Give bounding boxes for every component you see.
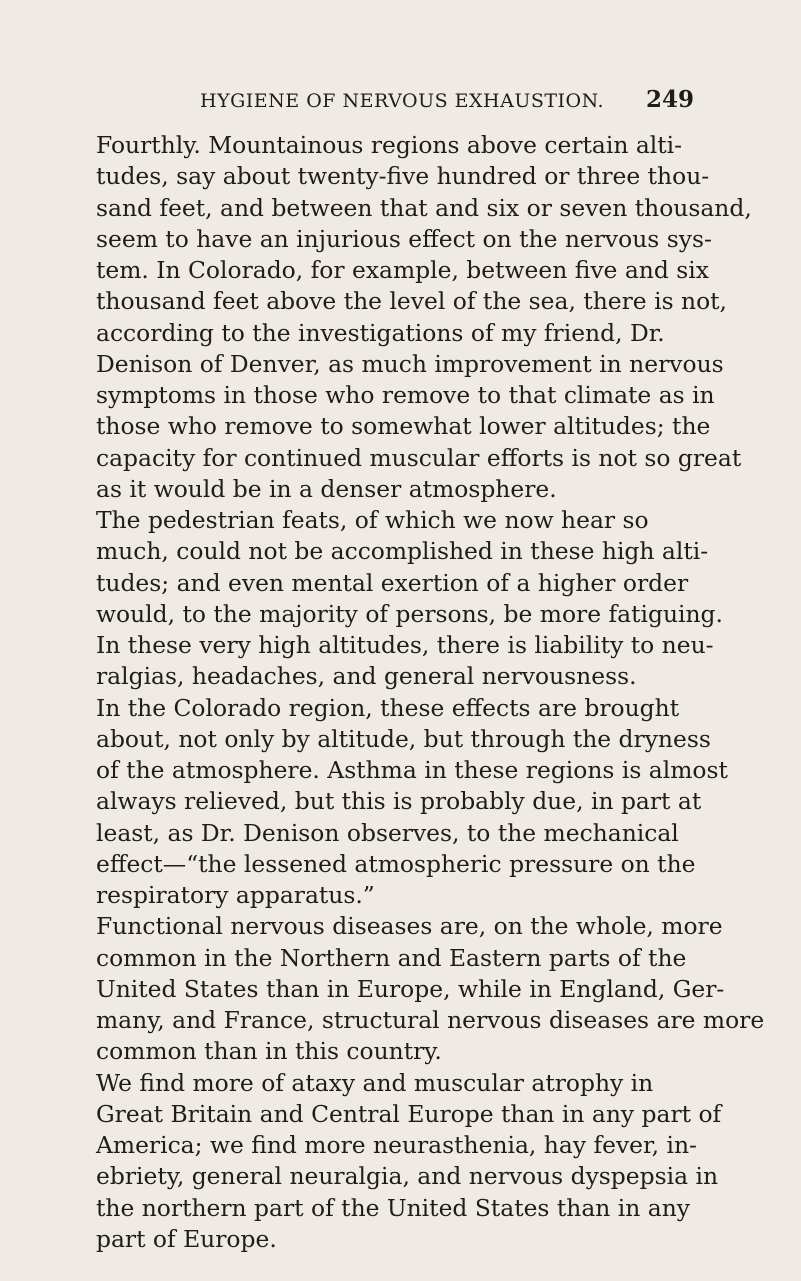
text-line: common in the Northern and Eastern parts of the (96, 943, 687, 972)
paragraph-fourthly (96, 130, 752, 505)
text-line: would, to the majority of persons, be more fatiguing. (96, 599, 723, 628)
text-line: United States than in Europe, while in England, Ger- (96, 974, 725, 1003)
text-line: part of Europe. (96, 1224, 277, 1253)
text-line: many, and France, structural nervous diseases are more (96, 1006, 765, 1034)
text-line: tem. In Colorado, for example, between five and six (96, 256, 709, 284)
text-line: tudes, say about twenty-five hundred or three thou- (96, 162, 710, 191)
text-line: common than in this country. (96, 1037, 442, 1066)
running-header (96, 86, 694, 118)
text-line: ebriety, general neuralgia, and nervous dyspepsia in (96, 1162, 719, 1191)
text-line: Functional nervous diseases are, on the whole, more (96, 912, 723, 941)
running-title: HYGIENE OF NERVOUS EXHAUSTION. (200, 90, 605, 112)
text-line: effect—“the lessened atmospheric pressure on the (96, 849, 696, 878)
text-line: ralgias, headaches, and general nervousness. (96, 662, 637, 691)
body-text (96, 130, 765, 1255)
text-line: We find more of ataxy and muscular atrophy in (96, 1068, 654, 1097)
text-line: always relieved, but this is probably due, in part at (96, 787, 702, 816)
text-line: Fourthly. Mountainous regions above certain alti- (96, 131, 683, 159)
text-line: symptoms in those who remove to that climate as in (96, 381, 715, 409)
text-line: capacity for continued muscular efforts is not so great (96, 443, 742, 472)
page-number: 249 (645, 86, 694, 113)
text-line: about, not only by altitude, but through the dryness (96, 724, 711, 753)
text-line: America; we find more neurasthenia, hay fever, in- (96, 1131, 697, 1159)
paragraph-functional (96, 911, 765, 1067)
text-line: sand feet, and between that and six or seven thousand, (96, 193, 752, 222)
text-line: according to the investigations of my friend, Dr. (96, 318, 665, 347)
paragraph-pedestrian (96, 505, 723, 693)
text-line: much, could not be accomplished in these high alti- (96, 537, 709, 566)
text-line: as it would be in a denser atmosphere. (96, 474, 557, 503)
text-line: the northern part of the United States than in any (96, 1193, 690, 1222)
text-line: The pedestrian feats, of which we now hear so (96, 506, 649, 534)
text-line: of the atmosphere. Asthma in these regions is almost (96, 756, 728, 784)
text-line: seem to have an injurious effect on the nervous sys- (96, 224, 712, 253)
text-line: Denison of Denver, as much improvement in nervous (96, 349, 724, 378)
paragraph-ataxy (96, 1068, 722, 1256)
text-line: In these very high altitudes, there is liability to neu- (96, 631, 714, 659)
text-line: thousand feet above the level of the sea, there is not, (96, 287, 727, 316)
text-line: respiratory apparatus.” (96, 881, 375, 909)
paragraph-colorado (96, 693, 728, 912)
text-line: In the Colorado region, these effects are brought (96, 693, 680, 722)
text-line: Great Britain and Central Europe than in any part of (96, 1099, 722, 1128)
text-line: those who remove to somewhat lower altitudes; the (96, 412, 711, 441)
text-line: tudes; and even mental exertion of a higher order (96, 568, 689, 597)
text-line: least, as Dr. Denison observes, to the mechanical (96, 818, 679, 847)
